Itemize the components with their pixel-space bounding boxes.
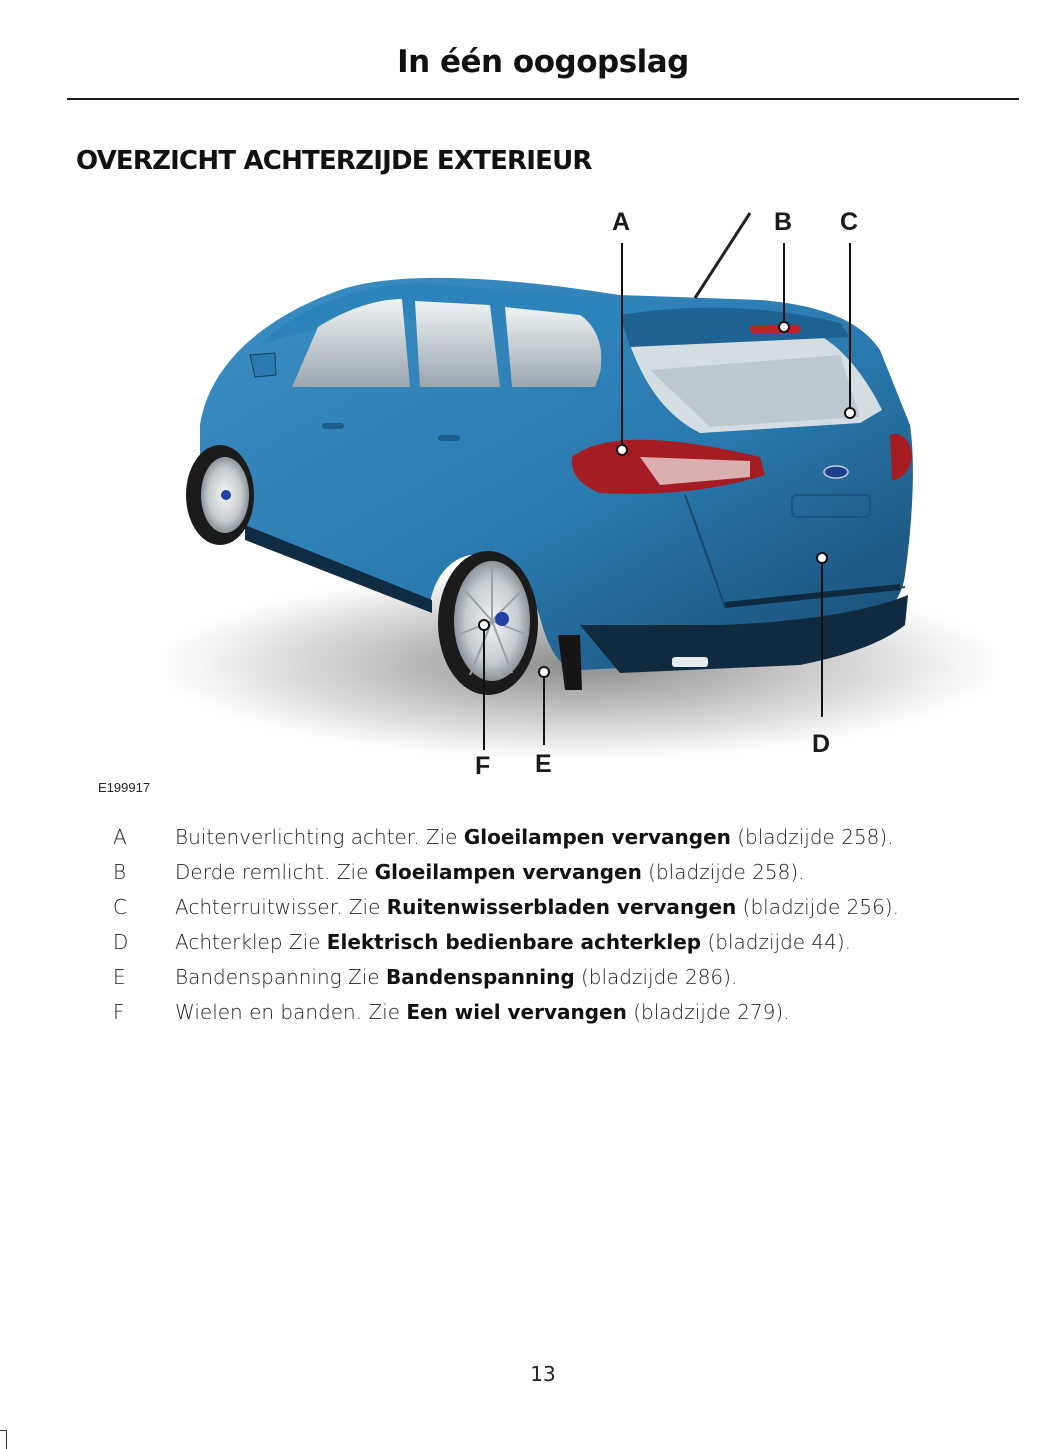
car-rear-figure	[60, 195, 1000, 805]
legend-key: F	[113, 1000, 125, 1024]
legend-key: B	[113, 860, 127, 884]
legend-key: E	[113, 965, 126, 989]
leader-dot-d	[817, 553, 827, 563]
front-hub	[221, 490, 231, 500]
legend-reference-link[interactable]: Ruitenwisserbladen vervangen	[386, 895, 737, 919]
leader-dot-b	[779, 322, 789, 332]
legend-key: A	[113, 825, 127, 849]
legend-text: Achterruitwisser. Zie	[175, 895, 387, 919]
leader-dot-e	[539, 667, 549, 677]
leader-dot-a	[617, 445, 627, 455]
ford-badge	[824, 466, 848, 478]
legend-reference-link[interactable]: Gloeilampen vervangen	[463, 825, 731, 849]
legend-description	[175, 825, 894, 849]
legend-text: Wielen en banden. Zie	[175, 1000, 407, 1024]
legend-description	[175, 1000, 790, 1024]
callout-c: C	[840, 208, 859, 236]
figure-code: E199917	[98, 780, 151, 795]
header-divider	[67, 98, 1019, 100]
legend-text: Derde remlicht. Zie	[175, 860, 375, 884]
rear-reflector	[672, 657, 708, 667]
legend-page-ref: (bladzijde 258).	[730, 825, 894, 849]
callout-d: D	[812, 730, 831, 758]
legend-reference-link[interactable]: Een wiel vervangen	[406, 1000, 627, 1024]
middle-side-window	[415, 301, 500, 387]
legend-text: Achterklep Zie	[175, 930, 327, 954]
side-mirror	[250, 353, 276, 377]
callout-f: F	[475, 752, 491, 780]
legend-page-ref: (bladzijde 258).	[641, 860, 805, 884]
legend-text: Bandenspanning Zie	[175, 965, 386, 989]
leader-dot-c	[845, 408, 855, 418]
legend-page-ref: (bladzijde 279).	[626, 1000, 790, 1024]
page-header-title: In één oogopslag	[397, 44, 689, 80]
legend-reference-link[interactable]: Elektrisch bedienbare achterklep	[326, 930, 702, 954]
crop-mark	[0, 1430, 7, 1449]
legend-description	[175, 930, 851, 954]
page-number: 13	[530, 1362, 556, 1386]
legend-page-ref: (bladzijde 44).	[701, 930, 852, 954]
legend-page-ref: (bladzijde 286).	[574, 965, 738, 989]
car-illustration	[60, 195, 1000, 805]
callout-e: E	[535, 750, 552, 778]
callout-a: A	[612, 208, 631, 236]
legend-reference-link[interactable]: Bandenspanning	[385, 965, 575, 989]
rear-door-handle	[438, 435, 460, 441]
legend-description	[175, 965, 737, 989]
callout-b: B	[774, 208, 793, 236]
leader-dot-f	[479, 620, 489, 630]
legend-text: Buitenverlichting achter. Zie	[175, 825, 464, 849]
legend-key: D	[113, 930, 129, 954]
legend-description	[175, 895, 899, 919]
legend-reference-link[interactable]: Gloeilampen vervangen	[374, 860, 642, 884]
section-title: OVERZICHT ACHTERZIJDE EXTERIEUR	[76, 146, 592, 176]
rear-hub	[495, 612, 509, 626]
front-door-handle	[322, 423, 344, 429]
roof-antenna	[695, 213, 750, 298]
third-brake-light	[750, 325, 800, 333]
legend-description	[175, 860, 805, 884]
legend-key: C	[113, 895, 127, 919]
legend-page-ref: (bladzijde 256).	[736, 895, 899, 919]
